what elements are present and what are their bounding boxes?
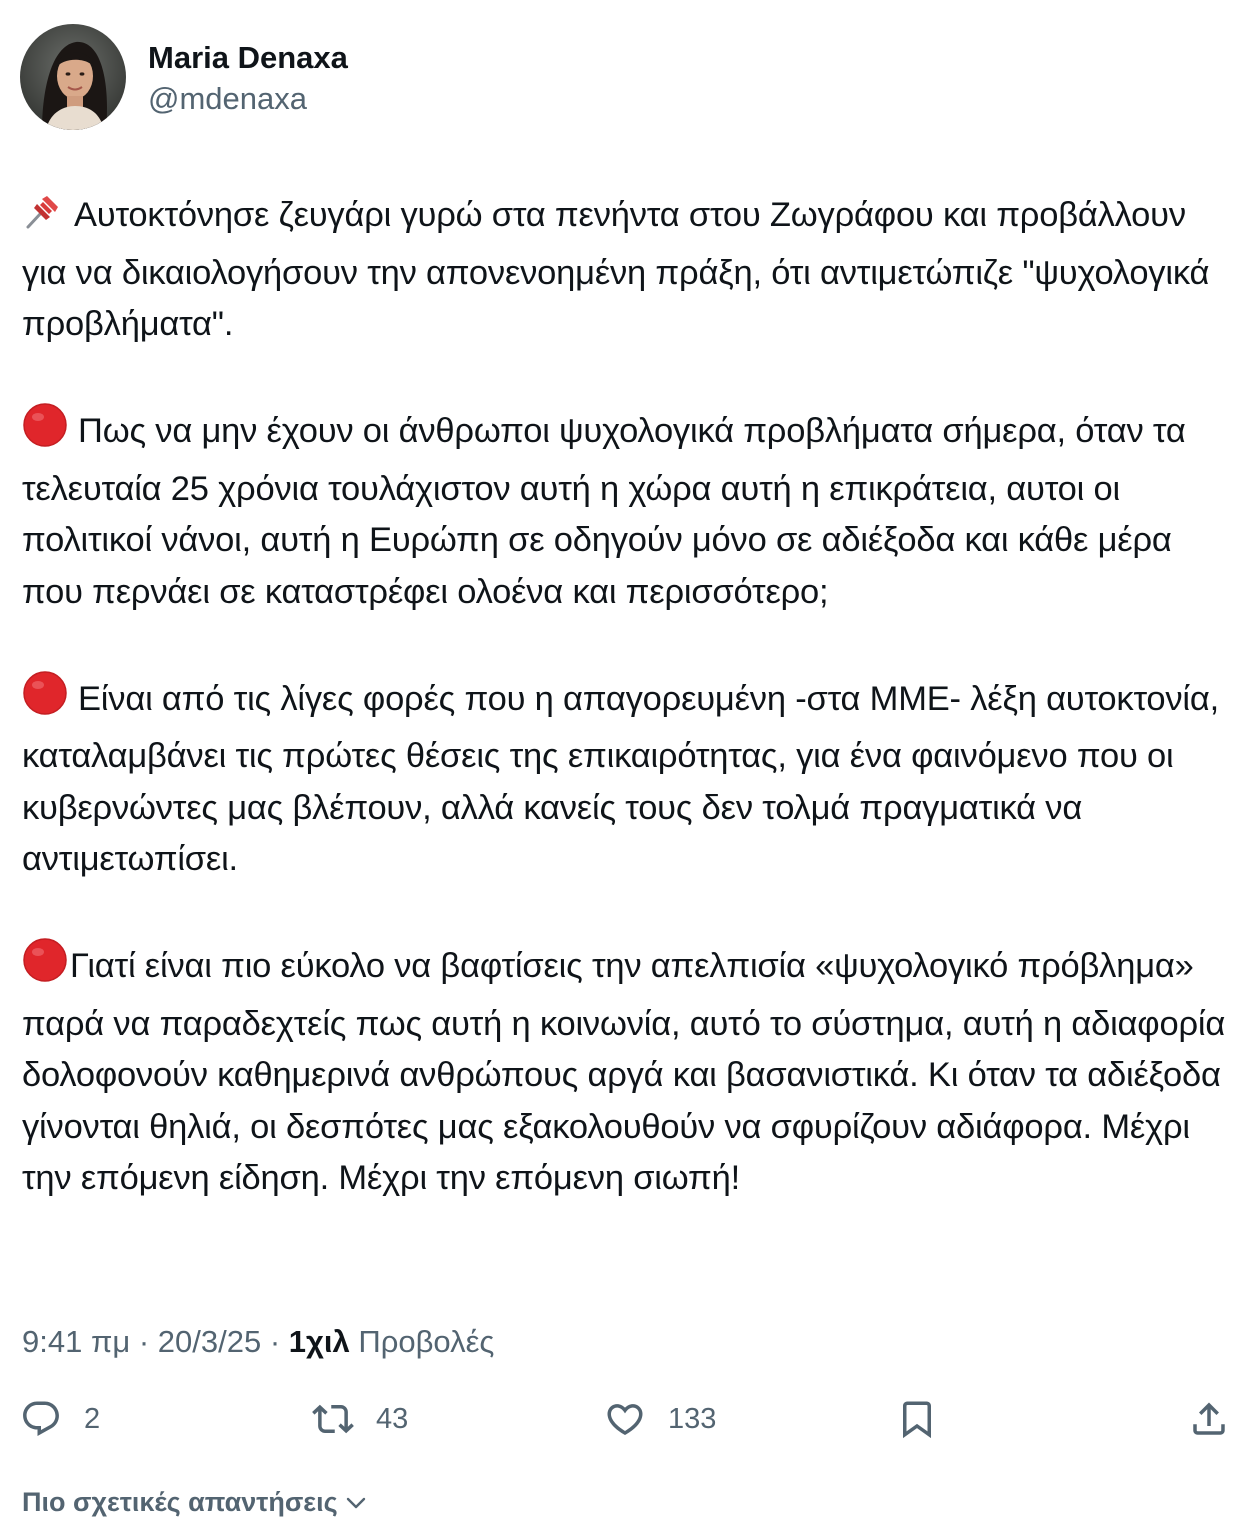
author-display-name[interactable]: Maria Denaxa [148,40,348,75]
action-bar [20,1394,1232,1444]
chevron-down-icon [344,1491,368,1515]
tweet-time[interactable]: 9:41 πμ [22,1324,131,1359]
heart-icon [604,1398,646,1440]
tweet-paragraph-text: Πως να μην έχουν οι άνθρωποι ψυχολογικά προβλήματα σήμερα, όταν τα τελευταία 25 χρόνια τουλάχιστον αυτή η χώρα αυτή η επικράτεια, αυτοι οι πολιτικοί νάνοι, αυτή η Ευρώπη σε οδηγούν μόνο σε αδιέξοδα και κάθε μέρα που περνάει σε καταστρέφει ολοένα και περισσότερο; [22,412,1195,611]
views-count[interactable]: 1χιλ [288,1324,350,1359]
repost-button[interactable] [312,1394,408,1444]
repost-count: 43 [376,1402,409,1435]
meta-separator: · [261,1324,289,1359]
pushpin-icon [22,190,64,248]
red-circle-icon [22,937,68,999]
views-label[interactable]: Προβολές [358,1324,495,1359]
tweet-paragraph-text: Είναι από τις λίγες φορές που η απαγορευμένη -στα ΜΜΕ- λέξη αυτοκτονία, καταλαμβάνει τις πρώτες θέσεις της επικαιρότητας, για ένα φαινόμενο που οι κυβερνώντες μας βλέπουν, αλλά κανείς τους δεν τολμά πραγματικά να αντιμετωπίσει. [22,679,1229,878]
tweet-paragraph [22,937,1237,1205]
tweet-body [22,190,1237,1205]
tweet-paragraph-text: Γιατί είναι πιο εύκολο να βαφτίσεις την απελπισία «ψυχολογικό πρόβλημα» παρά να παραδεχτείς πως αυτή η κοινωνία, αυτό το σύστημα, αυτή η αδιαφορία δολοφονούν καθημερινά ανθρώπους αργά και βασανιστικά. Κι όταν τα αδιέξοδα γίνονται θηλιά, οι δεσπότες μας εξακολουθούν να σφυρίζουν αδιάφορα. Μέχρι την επόμενη είδηση. Μέχρι την επόμενη σιωπή! [22,947,1235,1197]
reply-count: 2 [84,1402,101,1435]
replies-sort-label: Πιο σχετικές απαντήσεις [22,1487,338,1517]
reply-icon [20,1398,62,1440]
tweet-paragraph [22,402,1237,618]
meta-separator: · [130,1324,158,1359]
repost-icon [312,1398,354,1440]
bookmark-icon [896,1398,938,1440]
author-handle[interactable]: @mdenaxa [148,81,307,116]
author-info [148,38,348,120]
replies-sort-dropdown[interactable] [22,1487,368,1518]
profile-photo-icon [20,24,126,130]
avatar[interactable] [20,24,126,130]
share-button[interactable] [1188,1394,1230,1444]
tweet-header [20,24,348,130]
tweet-paragraph [22,670,1237,886]
tweet-meta [22,1320,494,1364]
tweet-paragraph [22,190,1237,351]
like-button[interactable] [604,1394,716,1444]
reply-button[interactable] [20,1394,100,1444]
red-circle-icon [22,670,68,732]
bookmark-button[interactable] [896,1394,938,1444]
tweet-date[interactable]: 20/3/25 [157,1324,262,1359]
like-count: 133 [668,1402,717,1435]
red-circle-icon [22,402,68,464]
tweet-paragraph-text: Αυτοκτόνησε ζευγάρι γυρώ στα πενήντα στου Ζωγράφου και προβάλλουν για να δικαιολογήσουν την απονενοημένη πράξη, ότι αντιμετώπιζε "ψυχολογικά προβλήματα". [22,196,1219,343]
share-icon [1188,1398,1230,1440]
